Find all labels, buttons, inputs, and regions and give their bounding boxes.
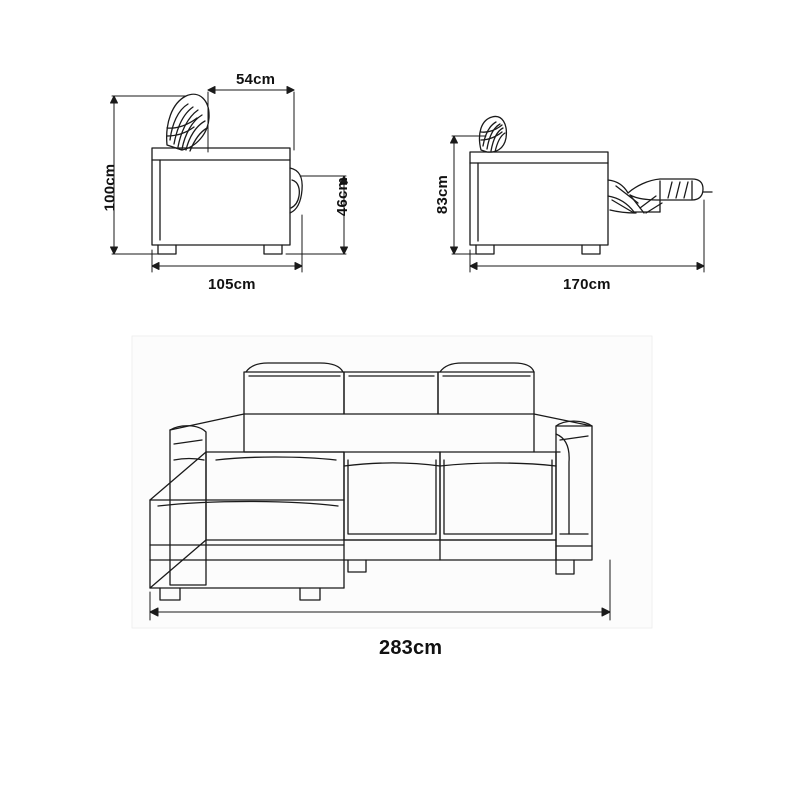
dimension-label-54cm: 54cm	[236, 71, 276, 88]
dimension-label-105cm: 105cm	[208, 276, 256, 293]
dimension-label-170cm: 170cm	[563, 276, 611, 293]
front-view-drawing	[132, 336, 652, 628]
dimension-label-46cm: 46cm	[334, 176, 352, 217]
side-view-drawing	[152, 94, 302, 254]
dimension-label-83cm: 83cm	[434, 174, 452, 215]
dimension-83cm	[451, 136, 487, 254]
recliner-extended-drawing	[470, 116, 712, 254]
dimension-105cm	[152, 215, 302, 272]
dimension-label-283cm: 283cm	[379, 637, 443, 659]
dimension-54cm	[208, 87, 294, 153]
dimension-label-100cm: 100cm	[101, 163, 119, 212]
dimension-170cm	[470, 200, 704, 272]
